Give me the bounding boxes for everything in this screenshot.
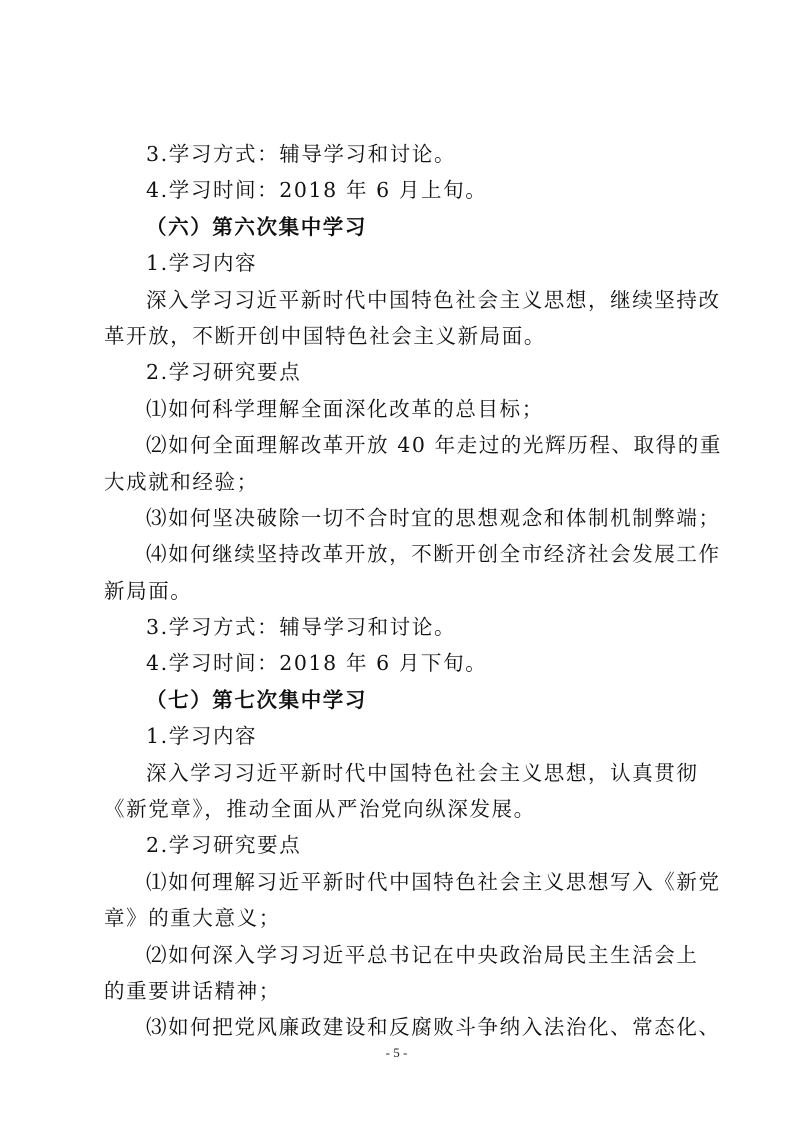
list-item: ⑷如何继续坚持改革开放，不断开创全市经济社会发展工作 xyxy=(146,542,721,567)
list-item: ⑴如何科学理解全面深化改革的总目标； xyxy=(146,396,544,421)
paragraph-line: 革开放，不断开创中国特色社会主义新局面。 xyxy=(104,323,546,348)
list-item-continuation: 章》的重大意义； xyxy=(104,906,281,931)
list-item: ⑶如何坚决破除一切不合时宜的思想观念和体制机制弊端； xyxy=(146,505,721,530)
section-heading-seven: （七）第七次集中学习 xyxy=(146,687,367,712)
list-item: ⑶如何把党风廉政建设和反腐败斗争纳入法治化、常态化、 xyxy=(146,1015,721,1040)
page-number: - 5 - xyxy=(385,1045,408,1060)
document-body xyxy=(104,136,722,1046)
list-item: ⑵如何全面理解改革开放 40 年走过的光辉历程、取得的重 xyxy=(146,433,722,458)
study-method-line: 3.学习方式：辅导学习和讨论。 xyxy=(146,615,457,640)
study-points-heading: 2.学习研究要点 xyxy=(146,360,302,385)
study-time-line: 4.学习时间：2018 年 6 月上旬。 xyxy=(146,178,488,203)
list-item-continuation: 新局面。 xyxy=(104,578,193,603)
list-item: ⑵如何深入学习习近平总书记在中央政治局民主生活会上 xyxy=(146,942,699,967)
paragraph-line: 深入学习习近平新时代中国特色社会主义思想，认真贯彻 xyxy=(146,760,699,785)
study-content-heading: 1.学习内容 xyxy=(146,251,258,276)
study-content-heading: 1.学习内容 xyxy=(146,724,258,749)
paragraph-line: 《新党章》，推动全面从严治党向纵深发展。 xyxy=(104,797,536,822)
study-points-heading: 2.学习研究要点 xyxy=(146,833,302,858)
list-item-continuation: 的重要讲话精神； xyxy=(104,978,281,1003)
study-method-line: 3.学习方式：辅导学习和讨论。 xyxy=(146,142,457,166)
list-item: ⑴如何理解习近平新时代中国特色社会主义思想写入《新党 xyxy=(146,869,721,894)
list-item-continuation: 大成就和经验； xyxy=(104,469,259,494)
study-time-line: 4.学习时间：2018 年 6 月下旬。 xyxy=(146,651,488,676)
paragraph-line: 深入学习习近平新时代中国特色社会主义思想，继续坚持改 xyxy=(146,287,721,312)
section-heading-six: （六）第六次集中学习 xyxy=(146,214,367,239)
